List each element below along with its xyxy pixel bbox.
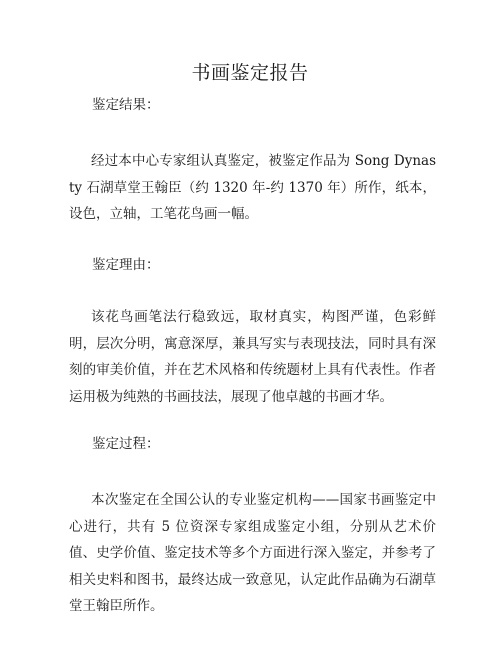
section-body-result: 经过本中心专家组认真鉴定，被鉴定作品为 Song Dynasty 石湖草堂王翰臣（约 1320 年-约 1370 年）所作，纸本，设色，立轴，工笔花鸟画一幅。 <box>69 153 436 222</box>
section-heading-reason: 鉴定理由： <box>92 257 160 273</box>
section-heading-process: 鉴定过程： <box>92 436 160 452</box>
section-heading-result: 鉴定结果： <box>92 97 160 113</box>
section-body-reason: 该花鸟画笔法行稳致远，取材真实，构图严谨，色彩鲜明，层次分明，寓意深厚，兼具写实与表现技法，同时具有深刻的审美价值，并在艺术风格和传统题材上具有代表性。作者运用极为纯熟的书画技法，展现了他卓越的书画才华。 <box>69 309 436 405</box>
section-body-process: 本次鉴定在全国公认的专业鉴定机构——国家书画鉴定中心进行，共有 5 位资深专家组成鉴定小组，分别从艺术价值、史学价值、鉴定技术等多个方面进行深入鉴定，并参考了相关史料和图书，最终达成一致意见，认定此作品确为石湖草堂王翰臣所作。 <box>69 492 436 614</box>
document-title: 书画鉴定报告 <box>191 62 309 84</box>
